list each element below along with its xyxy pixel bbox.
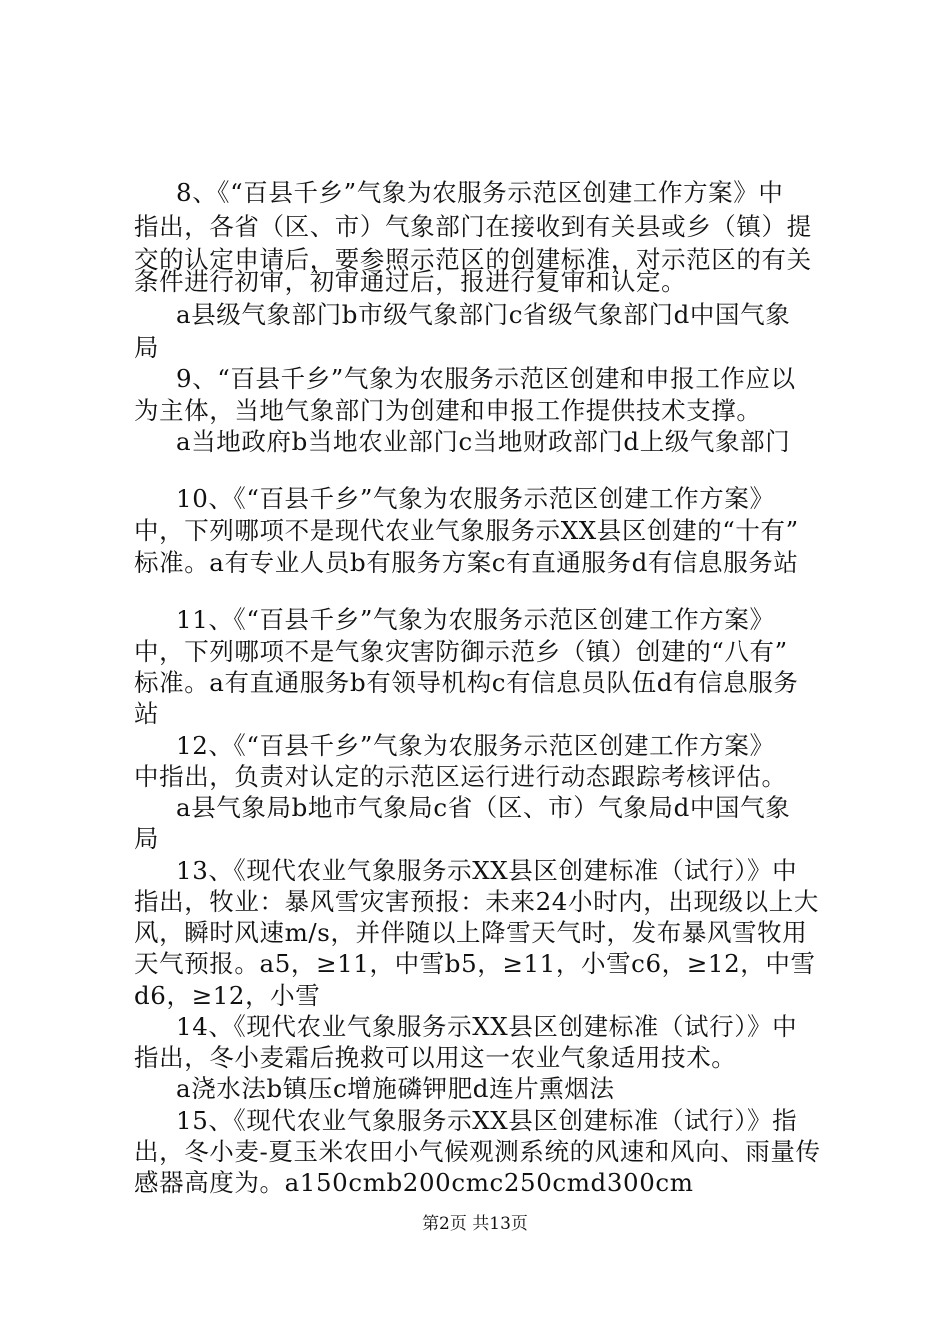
- q8-line-4: 条件进行初审，初审通过后，报进行复审和认定。: [134, 267, 687, 296]
- q12-options-1: a县气象局b地市气象局c省（区、市）气象局d中国气象: [176, 793, 791, 822]
- q9-options: a当地政府b当地农业部门c当地财政部门d上级气象部门: [176, 427, 791, 456]
- q12-line-2: 中指出，负责对认定的示范区运行进行动态跟踪考核评估。: [134, 762, 787, 791]
- q13-line-2: 指出，牧业：暴风雪灾害预报：未来24小时内，出现级以上大: [134, 887, 819, 916]
- q10-line-3: 标准。a有专业人员b有服务方案c有直通服务d有信息服务站: [134, 548, 799, 577]
- q8-line-1: 8、《“百县千乡”气象为农服务示范区创建工作方案》中: [176, 178, 784, 207]
- q10-line-2: 中，下列哪项不是现代农业气象服务示XX县区创建的“十有”: [134, 516, 799, 545]
- q11-line-2: 中，下列哪项不是气象灾害防御示范乡（镇）创建的“八有”: [134, 637, 788, 666]
- q8-options-2: 局: [134, 333, 160, 362]
- q15-line-3: 感器高度为。a150cmb200cmc250cmd300cm: [134, 1168, 694, 1197]
- q12-options-2: 局: [134, 824, 160, 853]
- q13-line-4: 天气预报。a5，≥11，中雪b5，≥11，小雪c6，≥12，中雪: [134, 949, 816, 978]
- q14-line-1: 14、《现代农业气象服务示XX县区创建标准（试行）》中: [176, 1012, 798, 1041]
- q8-options-1: a县级气象部门b市级气象部门c省级气象部门d中国气象: [176, 300, 791, 329]
- q11-line-4: 站: [134, 699, 160, 728]
- q8-line-2: 指出，各省（区、市）气象部门在接收到有关县或乡（镇）提: [134, 212, 812, 241]
- q9-line-1: 9、“百县千乡”气象为农服务示范区创建和申报工作应以: [176, 364, 796, 393]
- q12-line-1: 12、《“百县千乡”气象为农服务示范区创建工作方案》: [176, 731, 775, 760]
- q11-line-1: 11、《“百县千乡”气象为农服务示范区创建工作方案》: [176, 605, 775, 634]
- q13-line-1: 13、《现代农业气象服务示XX县区创建标准（试行）》中: [176, 856, 798, 885]
- q14-line-2: 指出，冬小麦霜后挽救可以用这一农业气象适用技术。: [134, 1043, 737, 1072]
- q15-line-2: 出，冬小麦-夏玉米农田小气候观测系统的风速和风向、雨量传: [134, 1137, 821, 1166]
- q14-options: a浇水法b镇压c增施磷钾肥d连片熏烟法: [176, 1074, 615, 1103]
- q13-line-5: d6，≥12，小雪: [134, 981, 321, 1010]
- q11-line-3: 标准。a有直通服务b有领导机构c有信息员队伍d有信息服务: [134, 668, 799, 697]
- page-number-footer: 第2页 共13页: [422, 1214, 528, 1234]
- q10-line-1: 10、《“百县千乡”气象为农服务示范区创建工作方案》: [176, 484, 775, 513]
- q9-line-2: 为主体，当地气象部门为创建和申报工作提供技术支撑。: [134, 396, 762, 425]
- q8-line-3: 交的认定申请后，要参照示范区的创建标准，对示范区的有关: [134, 245, 812, 274]
- q13-line-3: 风，瞬时风速m/s，并伴随以上降雪天气时，发布暴风雪牧用: [134, 918, 808, 947]
- q15-line-1: 15、《现代农业气象服务示XX县区创建标准（试行）》指: [176, 1106, 798, 1135]
